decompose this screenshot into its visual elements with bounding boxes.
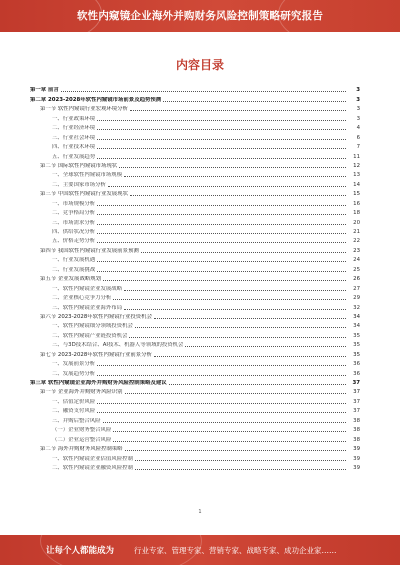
toc-entry-page: 23 [353, 247, 360, 254]
toc-entry-page: 34 [353, 323, 360, 330]
toc-entry[interactable] [30, 254, 360, 263]
toc-entry-text: 三、与3D技术结合、AI技术、机器人等领域的投资机会 [52, 342, 184, 349]
toc-entry-text: 一、软性内窥镜细分领域投资机会 [52, 323, 133, 330]
toc-dot-leader [129, 337, 346, 338]
toc-entry-page: 18 [353, 210, 360, 217]
toc-title: 内容目录 [175, 58, 224, 72]
toc-entry-page: 27 [353, 285, 360, 292]
toc-entry-text: 一、软性内窥镜企业估值风险控制 [52, 455, 133, 462]
toc-entry-text: 三、软性内窥镜企业海外布局 [52, 304, 123, 311]
toc-entry-text: （一）企业财务整合风险 [52, 427, 112, 434]
toc-entry-text: 四、行业技术环境 [52, 144, 96, 151]
toc-entry-text: （二）企业运营整合风险 [52, 436, 112, 443]
toc-entry-text: 三、行业社会环境 [52, 134, 96, 141]
toc-dot-leader [113, 431, 346, 432]
toc-entry-page: 37 [353, 398, 360, 405]
toc-entry-page: 38 [353, 417, 360, 424]
toc-entry[interactable] [30, 339, 360, 348]
toc-entry[interactable] [30, 178, 360, 187]
toc-entry-text: 第三节 中国软性内窥镜行业发展现状 [40, 191, 128, 198]
toc-dot-leader [97, 403, 346, 404]
toc-dot-leader [154, 318, 346, 319]
toc-entry-text: 第二章 2023-2028年软性内窥镜市场前景及趋势预测 [30, 96, 162, 103]
toc-entry-text: 第四节 我国软性内窥镜行业发展前景预测 [40, 247, 139, 254]
toc-entry-page: 39 [353, 455, 360, 462]
toc-entry-text: 四、供给状况分析 [52, 229, 96, 235]
toc-entry[interactable] [30, 452, 360, 461]
toc-entry-page: 20 [353, 219, 360, 226]
toc-dot-leader [135, 460, 346, 461]
toc-entry-page: 11 [353, 153, 360, 160]
toc-entry[interactable] [30, 348, 360, 357]
toc-dot-leader [163, 101, 346, 102]
toc-entry-text: 三、并购后整合风险 [52, 417, 101, 424]
toc-entry-page: 22 [353, 238, 360, 245]
toc-dot-leader [97, 148, 346, 149]
toc-entry-text: 三、市场需求分析 [52, 219, 96, 226]
toc-entry-text: 一、发展前景分析 [52, 361, 96, 368]
toc-entry-page: 38 [353, 436, 360, 443]
toc-dot-leader [124, 290, 346, 291]
toc-entry-page: 7 [356, 144, 360, 151]
toc-entry-text: 二、软性内窥镜产业链投资机会 [52, 332, 128, 339]
toc-dot-leader [103, 280, 346, 281]
toc-entry-page: 35 [353, 351, 360, 358]
toc-dot-leader [97, 412, 346, 413]
toc-entry[interactable] [30, 301, 360, 310]
toc-entry-text: 一、行业政策环境 [52, 115, 96, 122]
toc-entry-text: 一、全球软性内窥镜市场规模 [52, 172, 123, 179]
toc-entry-text: 第二节 国际软性内窥镜市场现状 [40, 162, 118, 169]
footer-expert-list: 行业专家、管理专家、营销专家、战略专家、成功企业家…… [134, 546, 337, 555]
toc-entry-text: 一、市场规模分析 [52, 200, 96, 207]
toc-entry-text: 第六节 2023-2028年软性内窥镜行业投资机会 [40, 313, 152, 320]
toc-entry[interactable] [30, 188, 360, 197]
toc-entry-text: 一、估值定价风险 [52, 398, 96, 405]
toc-entry-page: 34 [353, 313, 360, 320]
toc-dot-leader [169, 384, 346, 385]
toc-entry-page: 37 [352, 380, 360, 386]
toc-entry-text: 二、主要国家市场分析 [52, 181, 106, 188]
toc-dot-leader [108, 186, 346, 187]
toc-entry[interactable] [30, 462, 360, 471]
toc-entry-page: 3 [356, 115, 360, 122]
toc-entry-text: 第一节 软性内窥镜行业宏观环境分析 [40, 106, 128, 113]
toc-entry-page: 3 [356, 96, 360, 103]
toc-entry-text: 二、软性内窥镜企业融资风险控制 [52, 464, 133, 471]
toc-entry[interactable] [30, 311, 360, 320]
toc-entry[interactable] [30, 320, 360, 329]
toc-entry-page: 25 [353, 266, 360, 273]
toc-entry[interactable] [30, 150, 360, 159]
toc-dot-leader [113, 441, 346, 442]
toc-entry[interactable] [30, 292, 360, 301]
toc-entry[interactable] [30, 367, 360, 376]
toc-entry-text: 二、竞争格局分析 [52, 210, 96, 217]
toc-entry-text: 第一节 企业海外并购财务风险识别 [40, 389, 123, 396]
toc-dot-leader [97, 233, 346, 234]
toc-entry-text: 一、软性内窥镜企业发展战略 [52, 285, 123, 292]
toc-entry-page: 13 [353, 172, 360, 179]
toc-dot-leader [97, 139, 346, 140]
toc-dot-leader [113, 299, 346, 300]
toc-entry[interactable] [30, 131, 360, 140]
toc-entry-page: 37 [353, 389, 360, 396]
toc-dot-leader [97, 120, 346, 121]
toc-dot-leader [97, 158, 346, 159]
toc-entry-page: 4 [356, 125, 360, 132]
toc-entry-page: 36 [353, 370, 360, 377]
toc-entry-text: 第七节 2023-2028年软性内窥镜行业前景分析 [40, 351, 152, 358]
toc-dot-leader [135, 327, 346, 328]
toc-dot-leader [141, 252, 346, 253]
toc-entry-text: 二、融资支付风险 [52, 408, 96, 415]
toc-entry-page: 26 [353, 276, 360, 283]
toc-entry[interactable] [30, 414, 360, 423]
toc-dot-leader [154, 356, 346, 357]
toc-entry-text: 第三章 软性内窥镜企业海外并购财务风险控制策略及建议 [30, 380, 167, 386]
toc-dot-leader [97, 205, 346, 206]
toc-dot-leader [130, 110, 346, 111]
toc-entry[interactable] [30, 377, 360, 386]
toc-entry-page: 6 [356, 134, 360, 141]
toc-entry-text: 二、行业发展挑战 [52, 266, 96, 273]
toc-entry-text: 第二节 海外并购财务风险控制策略 [40, 446, 123, 453]
toc-entry-text: 第一章 前言 [30, 87, 59, 94]
footer-slogan: 让每个人都能成为 [46, 546, 115, 556]
toc-dot-leader [103, 422, 346, 423]
toc-entry-page: 32 [353, 304, 360, 311]
toc-entry-page: 38 [353, 427, 360, 434]
toc-dot-leader [97, 129, 346, 130]
footer-banner [0, 535, 400, 565]
toc-dot-leader [135, 469, 346, 470]
toc-entry[interactable] [30, 93, 360, 102]
toc-entry[interactable] [30, 273, 360, 282]
toc-dot-leader [97, 242, 346, 243]
toc-entry[interactable] [30, 433, 360, 442]
toc-entry[interactable] [30, 169, 360, 178]
toc-entry[interactable] [30, 197, 360, 206]
toc-entry[interactable] [30, 405, 360, 414]
toc-entry[interactable] [30, 122, 360, 131]
toc-entry-page: 36 [353, 361, 360, 368]
toc-entry[interactable] [30, 386, 360, 395]
toc-entry-page: 35 [353, 342, 360, 349]
toc-entry-page: 14 [353, 181, 360, 188]
toc-entry[interactable] [30, 216, 360, 225]
toc-dot-leader [125, 450, 346, 451]
toc-entry-page: 29 [353, 295, 360, 302]
toc-entry[interactable] [30, 141, 360, 150]
toc-entry-text: 二、行业经济环境 [52, 125, 96, 132]
report-header-banner [0, 0, 400, 32]
toc-entry-text: 一、行业发展机遇 [52, 257, 96, 264]
toc-entry[interactable] [30, 160, 360, 169]
page-number: 1 [198, 509, 202, 515]
toc-entry-page: 21 [353, 229, 360, 235]
toc-entry-text: 五、行业发展趋势 [52, 153, 96, 160]
toc-entry-page: 39 [353, 446, 360, 453]
toc-dot-leader [97, 224, 346, 225]
toc-entry-text: 第五节 企业发展战略规划 [40, 276, 102, 283]
toc-entry-page: 35 [353, 332, 360, 339]
toc-entry-page: 37 [353, 408, 360, 415]
toc-dot-leader [97, 375, 346, 376]
toc-entry-text: 五、价格走势分析 [52, 238, 96, 245]
toc-dot-leader [97, 214, 346, 215]
toc-dot-leader [97, 261, 346, 262]
toc-dot-leader [61, 91, 346, 92]
toc-entry[interactable] [30, 395, 360, 404]
toc-entry-page: 3 [356, 87, 360, 94]
toc-entry-page: 24 [353, 257, 360, 264]
toc-entry[interactable] [30, 443, 360, 452]
toc-entry[interactable] [30, 84, 360, 93]
toc-entry[interactable] [30, 244, 360, 253]
toc-entry[interactable] [30, 263, 360, 272]
table-of-contents [30, 84, 360, 471]
toc-dot-leader [119, 167, 346, 168]
toc-entry[interactable] [30, 329, 360, 338]
toc-dot-leader [97, 365, 346, 366]
toc-entry-text: 二、发展趋势分析 [52, 370, 96, 377]
toc-entry-text: 二、企业核心竞争力分析 [52, 295, 112, 302]
toc-entry[interactable] [30, 282, 360, 291]
toc-entry[interactable] [30, 207, 360, 216]
toc-entry-page: 3 [356, 106, 360, 113]
toc-entry[interactable] [30, 424, 360, 433]
toc-entry-page: 16 [353, 200, 360, 207]
toc-entry-page: 39 [353, 464, 360, 471]
toc-entry[interactable] [30, 358, 360, 367]
toc-entry-page: 15 [353, 191, 360, 198]
report-title: 软性内窥镜企业海外并购财务风险控制策略研究报告 [76, 10, 324, 22]
toc-entry[interactable] [30, 226, 360, 235]
toc-dot-leader [97, 271, 346, 272]
toc-dot-leader [124, 176, 346, 177]
toc-entry[interactable] [30, 112, 360, 121]
toc-entry[interactable] [30, 103, 360, 112]
toc-dot-leader [130, 195, 346, 196]
toc-entry[interactable] [30, 235, 360, 244]
toc-dot-leader [125, 393, 346, 394]
toc-entry-page: 12 [353, 162, 360, 169]
toc-dot-leader [124, 309, 346, 310]
toc-dot-leader [185, 346, 346, 347]
